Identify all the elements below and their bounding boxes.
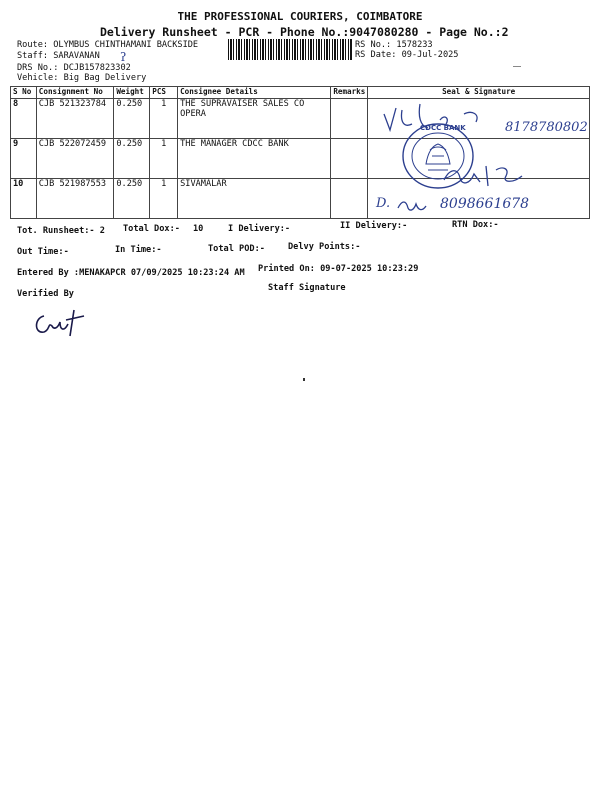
verifier-signature-icon [30, 306, 90, 342]
delvy-points: Delvy Points:- [288, 242, 361, 252]
table-header-row [11, 87, 590, 99]
total-dox-value: 10 [193, 224, 204, 234]
cell-consignee: SIVAMALAR [178, 179, 331, 219]
handwritten-signature-row9-icon [440, 160, 530, 190]
company-title: THE PROFESSIONAL COURIERS, COIMBATORE [177, 10, 423, 23]
staff-signature-label: Staff Signature [268, 283, 346, 293]
cell-pcs: 1 [150, 99, 178, 139]
cell-pcs: 1 [150, 179, 178, 219]
ii-delivery: II Delivery:- [340, 221, 408, 231]
cell-weight: 0.250 [114, 139, 150, 179]
col-remarks: Remarks [331, 87, 368, 99]
rtn-dox: RTN Dox:- [452, 220, 499, 230]
col-seal-signature: Seal & Signature [368, 87, 590, 99]
i-delivery: I Delivery:- [228, 224, 291, 234]
col-sno: S No [11, 87, 37, 99]
verified-by: Verified By [17, 289, 74, 299]
handwritten-phone-row10: 8098661678 [440, 196, 530, 212]
rs-number: RS No.: 1578233 [355, 40, 433, 50]
tot-runsheet: Tot. Runsheet:- 2 [17, 226, 105, 236]
stray-dot [303, 378, 305, 381]
col-consignment: Consignment No [36, 87, 114, 99]
staff-checkmark-mark: ʔ [120, 50, 127, 64]
rs-date: RS Date: 09-Jul-2025 [355, 50, 459, 60]
total-pod: Total POD:- [208, 244, 265, 254]
cell-remarks [331, 179, 368, 219]
in-time: In Time:- [115, 245, 162, 255]
cell-consignee: THE SUPRAVAISER SALES CO OPERA [178, 99, 331, 139]
seal-text: CDCC BANK [420, 124, 466, 132]
drs-number: DRS No.: DCJB157823302 [17, 63, 131, 73]
runsheet-title: Delivery Runsheet - PCR - Phone No.:9047080280 - Page No.:2 [100, 25, 509, 39]
cell-consignment: CJB 521323784 [36, 99, 114, 139]
cell-remarks [331, 139, 368, 179]
cell-sno: 8 [11, 99, 37, 139]
col-pcs: PCS [150, 87, 178, 99]
cell-weight: 0.250 [114, 99, 150, 139]
table-row [11, 99, 590, 139]
cell-consignment: CJB 521987553 [36, 179, 114, 219]
route-line: Route: OLYMBUS CHINTHAMANI BACKSIDE [17, 40, 199, 50]
cell-remarks [331, 99, 368, 139]
out-time: Out Time:- [17, 247, 69, 257]
col-weight: Weight [114, 87, 150, 99]
entered-by: Entered By :MENAKAPCR 07/09/2025 10:23:24 AM [17, 268, 245, 278]
vehicle-line: Vehicle: Big Bag Delivery [17, 73, 147, 83]
printed-on: Printed On: 09-07-2025 10:23:29 [258, 264, 419, 274]
cell-consignment: CJB 522072459 [36, 139, 114, 179]
staff-line: Staff: SARAVANAN [17, 51, 100, 61]
handwritten-name-row10-icon [396, 198, 430, 214]
stray-mark [513, 66, 521, 67]
col-consignee: Consignee Details [178, 87, 331, 99]
cell-consignee: THE MANAGER CDCC BANK [178, 139, 331, 179]
handwritten-initial-row10: D. [376, 196, 391, 211]
cell-pcs: 1 [150, 139, 178, 179]
cell-sno: 9 [11, 139, 37, 179]
handwritten-phone-row8: 8178780802 [505, 120, 588, 135]
cell-sno: 10 [11, 179, 37, 219]
cell-weight: 0.250 [114, 179, 150, 219]
total-dox-label: Total Dox:- [123, 224, 180, 234]
barcode-image [228, 39, 352, 60]
